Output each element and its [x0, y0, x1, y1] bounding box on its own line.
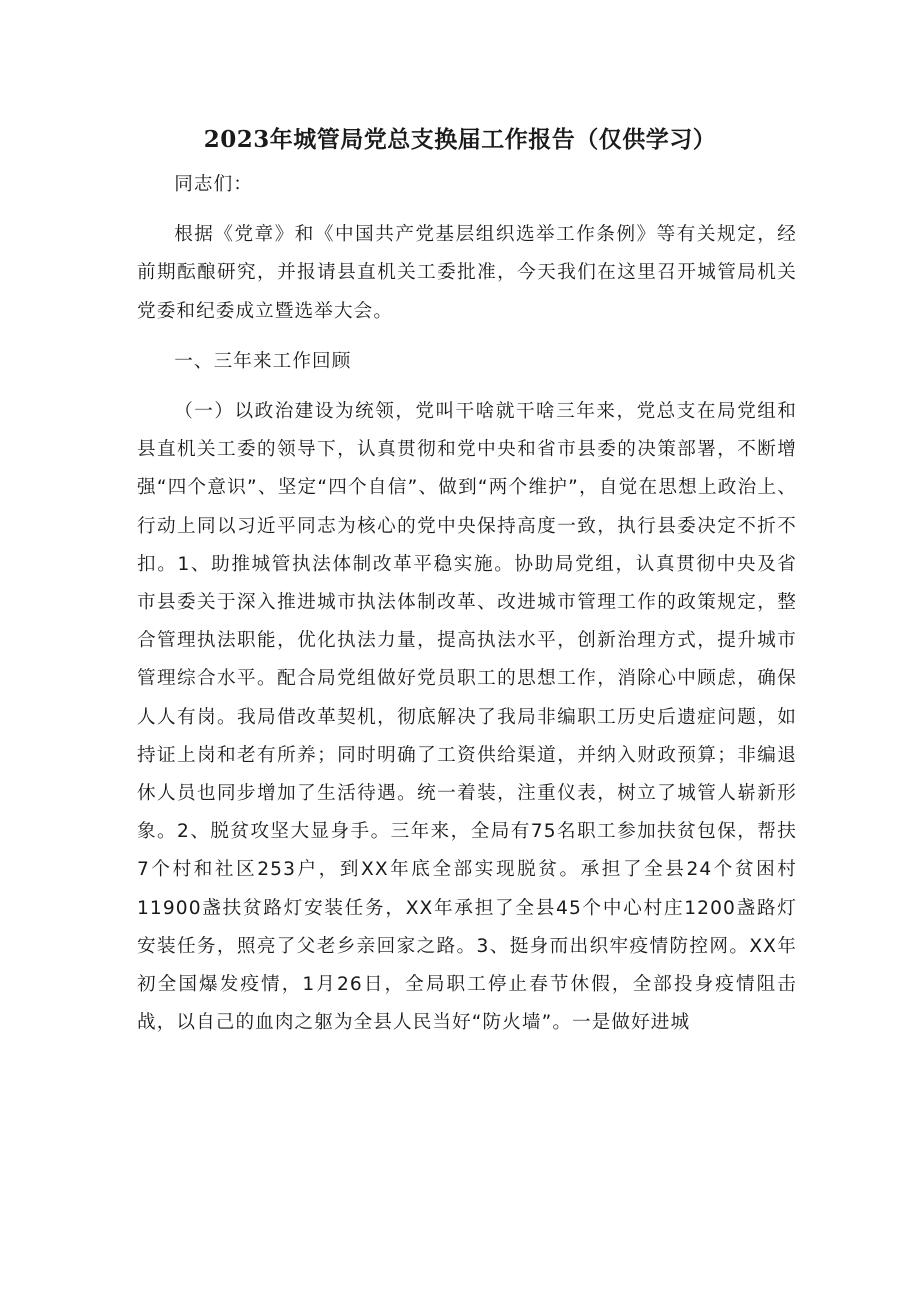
section-heading: 一、三年来工作回顾 [174, 350, 352, 372]
salutation: 同志们： [174, 174, 253, 195]
paragraph-review: （一）以政治建设为统领，党叫干啥就干啥三年来，党总支在局党组和县直机关工委的领导下，认真贯彻和党中央和省市县委的决策部署，不断增强“四个意识”、坚定“四个自信”、做到“两个维护”，自觉在思想上政治上、行动上同以习近平同志为核心的党中央保持高度一致，执行县委决定不折不扣。1、助推城管执法体制改革平稳实施。协助局党组，认真贯彻中央及省市县委关于深入推进城市执法体制改革、改进城市管理工作的政策规定，整合管理执法职能，优化执法力量，提高执法水平，创新治理方式，提升城市管理综合水平。配合局党组做好党员职工的思想工作，消除心中顾虑，确保人人有岗。我局借改革契机，彻底解决了我局非编职工历史后遗症问题，如持证上岗和老有所养；同时明确了工资供给渠道，并纳入财政预算；非编退休人员也同步增加了生活待遇。统一着装，注重仪表，树立了城管人崭新形象。2、脱贫攻坚大显身手。三年来，全局有75名职工参加扶贫包保，帮扶7个村和社区253户，到XX年底全部实现脱贫。承担了全县24个贫困村11900盏扶贫路灯安装任务，XX年承担了全县45个中心村庄1200盏路灯安装任务，照亮了父老乡亲回家之路。3、挺身而出织牢疫情防控网。XX年初全国爆发疫情，1月26日，全局职工停止春节休假，全部投身疫情阻击战，以自己的血肉之躯为全县人民当好“防火墙”。一是做好进城 [137, 401, 797, 1034]
paragraph-intro: 根据《党章》和《中国共产党基层组织选举工作条例》等有关规定，经前期酝酿研究，并报请县直机关工委批准，今天我们在这里召开城管局机关党委和纪委成立暨选举大会。 [137, 224, 797, 322]
document-body [137, 166, 797, 1042]
document-title: 2023年城管局党总支换届工作报告（仅供学习） [203, 126, 717, 153]
